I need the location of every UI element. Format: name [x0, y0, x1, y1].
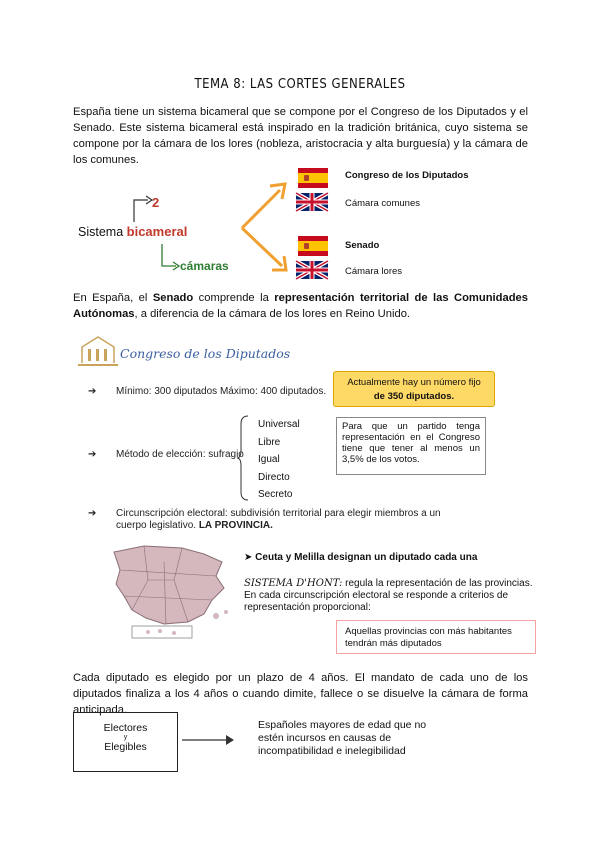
curly-brace — [236, 414, 250, 502]
arrow-icon: ➔ — [88, 386, 97, 397]
fixed-number-box: Actualmente hay un número fijo de 350 diputados. — [333, 371, 495, 407]
intro-paragraph: España tiene un sistema bicameral que se compone por el Congreso de los Diputados y el Senado. Este sistema bicameral está inspirado en la tradición británica, cuyo sistema se compone por la cámara de los lores (nobleza, aristocracia y alta burguesía) y la cámara de los comunes. — [73, 106, 528, 166]
electores-description: Españoles mayores de edad que no estén incursos en causas de incompatibilidad e inelegibilidad — [258, 719, 427, 757]
threshold-note-box: Para que un partido tenga representación en el Congreso tiene que tener al menos un 3,5% de los votos. — [336, 417, 486, 475]
arrow-icon: ➔ — [88, 449, 97, 460]
sufragio-item: Universal — [258, 419, 300, 430]
sufragio-item: Secreto — [258, 489, 293, 500]
metodo-text: Método de elección: sufragio — [116, 449, 244, 460]
sistema-bicameral-label: Sistema bicameral — [78, 224, 188, 239]
page-title: TEMA 8: LAS CORTES GENERALES — [194, 77, 406, 92]
spain-flag-icon — [298, 236, 328, 256]
sufragio-list — [258, 416, 300, 504]
lores-label: Cámara lores — [345, 266, 403, 277]
senado-paragraph: En España, el Senado comprende la representación territorial de las Comunidades Autónomas, a diferencia de la cámara de los lores en Reino Unido. — [73, 292, 528, 320]
congreso-heading: Congreso de los Diputados — [120, 346, 291, 361]
spain-provinces-map — [104, 540, 234, 640]
mandato-paragraph: Cada diputado es elegido por un plazo de 4 años. El mandato de cada uno de los diputados finaliza a los 4 años o cuando dimite, fallece o se disuelve la cámara de forma anticipada. — [73, 672, 528, 716]
number-two: 2 — [152, 195, 160, 210]
provinces-note-box: Aquellas provincias con más habitantes tendrán más diputados — [336, 620, 536, 654]
ceuta-melilla-text: ➤ Ceuta y Melilla designan un diputado cada una — [244, 552, 478, 563]
sufragio-item: Directo — [258, 471, 290, 483]
right-arrow-icon — [180, 730, 240, 750]
electores-box: Electores y Elegibles — [73, 712, 178, 772]
sufragio-item: Igual — [258, 454, 280, 465]
senado-label: Senado — [345, 240, 380, 251]
circunscripcion-text: Circunscripción electoral: subdivisión territorial para elegir miembros a un cuerpo legislativo. LA PROVINCIA. — [116, 508, 441, 531]
comunes-label: Cámara comunes — [345, 198, 420, 209]
arrow-icon: ➔ — [88, 508, 97, 519]
congreso-label: Congreso de los Diputados — [345, 170, 469, 181]
congress-building-icon — [78, 333, 118, 369]
camaras-label: cámaras — [180, 259, 229, 273]
minmax-text: Mínimo: 300 diputados Máximo: 400 diputados. — [116, 386, 327, 397]
dhont-text: SISTEMA D'HONT: regula la representación de las provincias. En cada circunscripción electoral se responde a criterios de representación proporcional: — [244, 578, 533, 613]
sufragio-item: Libre — [258, 436, 281, 448]
spain-flag-icon — [298, 168, 328, 188]
